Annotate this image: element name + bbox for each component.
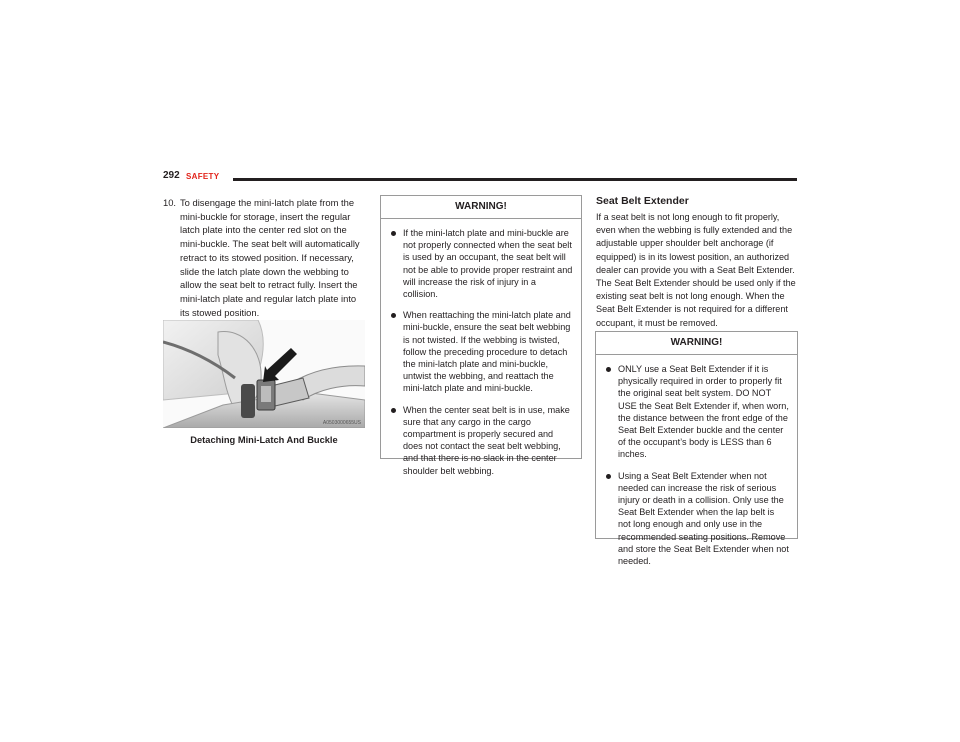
left-column [163, 196, 365, 319]
warning-list [596, 355, 797, 582]
warning-item [604, 470, 789, 568]
warning-box-mini-latch [380, 195, 582, 476]
warning-title: WARNING! [381, 196, 581, 219]
warning-item [389, 404, 573, 477]
bullet-icon [606, 367, 611, 372]
warning-item-text: When reattaching the mini-latch plate and mini-buckle, ensure the seat belt webbing is not twisted. If the webbing is twisted, follow the preceding procedure to detach the mini-latch plate and mini-buckle, untwist the webbing, and reattach the mini-latch plate and mini-buckle. [403, 310, 571, 394]
warning-item [604, 363, 789, 461]
warning-item-text: Using a Seat Belt Extender when not needed can increase the risk of serious injury or death in a collision. Only use the Seat Belt Extender when the lap belt is not long enough and only use in the recommended seating positions. Remove and store the Seat Belt Extender when not needed. [618, 470, 789, 567]
page-header [163, 170, 797, 186]
bullet-icon [391, 313, 396, 318]
warning-item-text: ONLY use a Seat Belt Extender if it is physically required in order to properly fit the original seat belt system. DO NOT USE the Seat Belt Extender if, when worn, the distance between the front edge of the Seat Belt Extender buckle and the center of the occupant’s body is LESS than 6 inches. [618, 364, 789, 460]
section-body: If a seat belt is not long enough to fit properly, even when the webbing is fully extended and the adjustable upper shoulder belt anchorage (if equipped) is in its lowest position, an authorized dealer can provide you with a Seat Belt Extender. The Seat Belt Extender should be used only if the existing seat belt is not long enough. When the Seat Belt Extender is not required for a different occupant, it must be removed. [596, 212, 796, 328]
section-title: Seat Belt Extender [596, 195, 689, 207]
detaching-figure [163, 320, 365, 428]
figure-caption: Detaching Mini-Latch And Buckle [190, 435, 338, 445]
bullet-icon [391, 231, 396, 236]
detaching-illustration [163, 320, 365, 428]
warning-title: WARNING! [596, 332, 797, 355]
page-number: 292 [163, 170, 180, 181]
bullet-icon [391, 408, 396, 413]
warning-list [381, 219, 581, 492]
warning-item-text: If the mini-latch plate and mini-buckle are not properly connected when the seat belt is used by an occupant, the seat belt will not be able to provide proper restraint and will increase the risk of injury in a collision. [403, 228, 573, 300]
warning-box-extender [595, 331, 798, 567]
warning-item [389, 309, 573, 394]
step-text: To disengage the mini-latch plate from the mini-buckle for storage, insert the regular latch plate into the center red slot on the mini-buckle. The seat belt will automatically retract to its stowed position. If necessary, slide the latch plate down the webbing to allow the seat belt to retract fully. Insert the mini-latch plate and regular latch plate into its stowed position. [180, 197, 360, 318]
bullet-icon [606, 474, 611, 479]
section-name: SAFETY [186, 172, 220, 181]
warning-item-text: When the center seat belt is in use, make sure that any cargo in the cargo compartment is properly secured and does not contact the seat belt webbing, and that there is no slack in the center shoulder belt webbing. [403, 404, 570, 476]
header-rule [233, 178, 797, 181]
step-number: 10. [163, 197, 177, 208]
warning-item [389, 227, 573, 300]
step-10 [163, 196, 365, 319]
figure-code: A0503000655US [322, 420, 361, 426]
